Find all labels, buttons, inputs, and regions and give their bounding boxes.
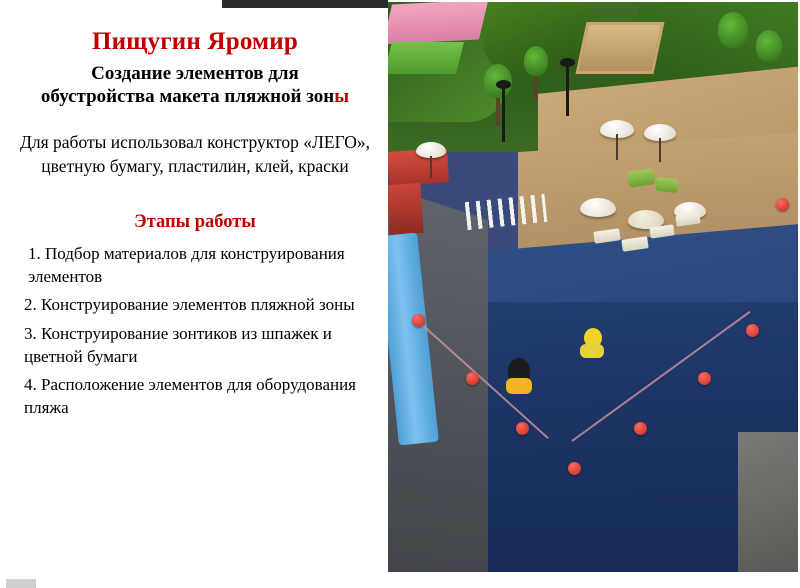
subtitle-line-2-tail: ы [334, 86, 350, 108]
photo-lamp-post [502, 86, 505, 142]
photo-tree [718, 12, 748, 48]
photo-lamp-post [566, 64, 569, 116]
list-item: 4. Расположение элементов для оборудования пляжа [24, 375, 357, 417]
photo-tree-trunk [534, 72, 538, 100]
top-edge-artifact [222, 0, 388, 8]
photo-buoy [776, 198, 789, 211]
photo-green-platform [388, 42, 464, 74]
photo-swimmer-body [506, 378, 532, 394]
subtitle-line-1: Создание элементов для [91, 62, 299, 84]
stages-list [10, 243, 380, 419]
photo-pink-platform [388, 2, 488, 44]
photo-tree-trunk [496, 94, 500, 126]
photo-buoy [568, 462, 581, 475]
photo-tree [756, 30, 782, 62]
page-title: Пищугин Яромир [92, 28, 298, 55]
list-item: 2. Конструирование элементов пляжной зоны [24, 295, 355, 315]
photo-lamp-head [560, 58, 575, 67]
photo-buoy [412, 314, 425, 327]
photo-buoy [634, 422, 647, 435]
photo-floor-right [738, 432, 798, 572]
stages-heading: Этапы работы [134, 212, 256, 233]
list-item: 1. Подбор материалов для конструирования элементов [28, 244, 345, 286]
photo-umbrella-pole [659, 138, 661, 162]
photo-buoy [516, 422, 529, 435]
photo-umbrella-pole [430, 156, 432, 178]
photo-umbrella-pole [616, 134, 618, 160]
list-item: 3. Конструирование зонтиков из шпажек и цветной бумаги [24, 324, 332, 366]
photo-umbrella [580, 198, 616, 217]
slide-subtitle [10, 62, 380, 110]
beach-model-photo [388, 2, 798, 572]
photo-buoy [466, 372, 479, 385]
subtitle-line-2-main: обустройства макета пляжной зон [40, 86, 335, 108]
photo-buoy [746, 324, 759, 337]
corner-artifact [6, 579, 36, 588]
photo-green-lego-piece [655, 177, 678, 193]
photo-lamp-head [496, 80, 511, 89]
subtitle-line-2 [14, 85, 376, 109]
photo-red-lego-block-lower [388, 183, 424, 235]
slide-text-column [0, 18, 390, 558]
photo-buoy [698, 372, 711, 385]
materials-paragraph: Для работы использовал конструктор «ЛЕГО», цветную бумагу, пластилин, клей, краски [19, 132, 371, 176]
photo-sandbox [575, 22, 664, 74]
photo-swimmer-body [580, 344, 604, 358]
photo-tree [524, 46, 548, 76]
bottom-edge-artifact [0, 578, 800, 588]
